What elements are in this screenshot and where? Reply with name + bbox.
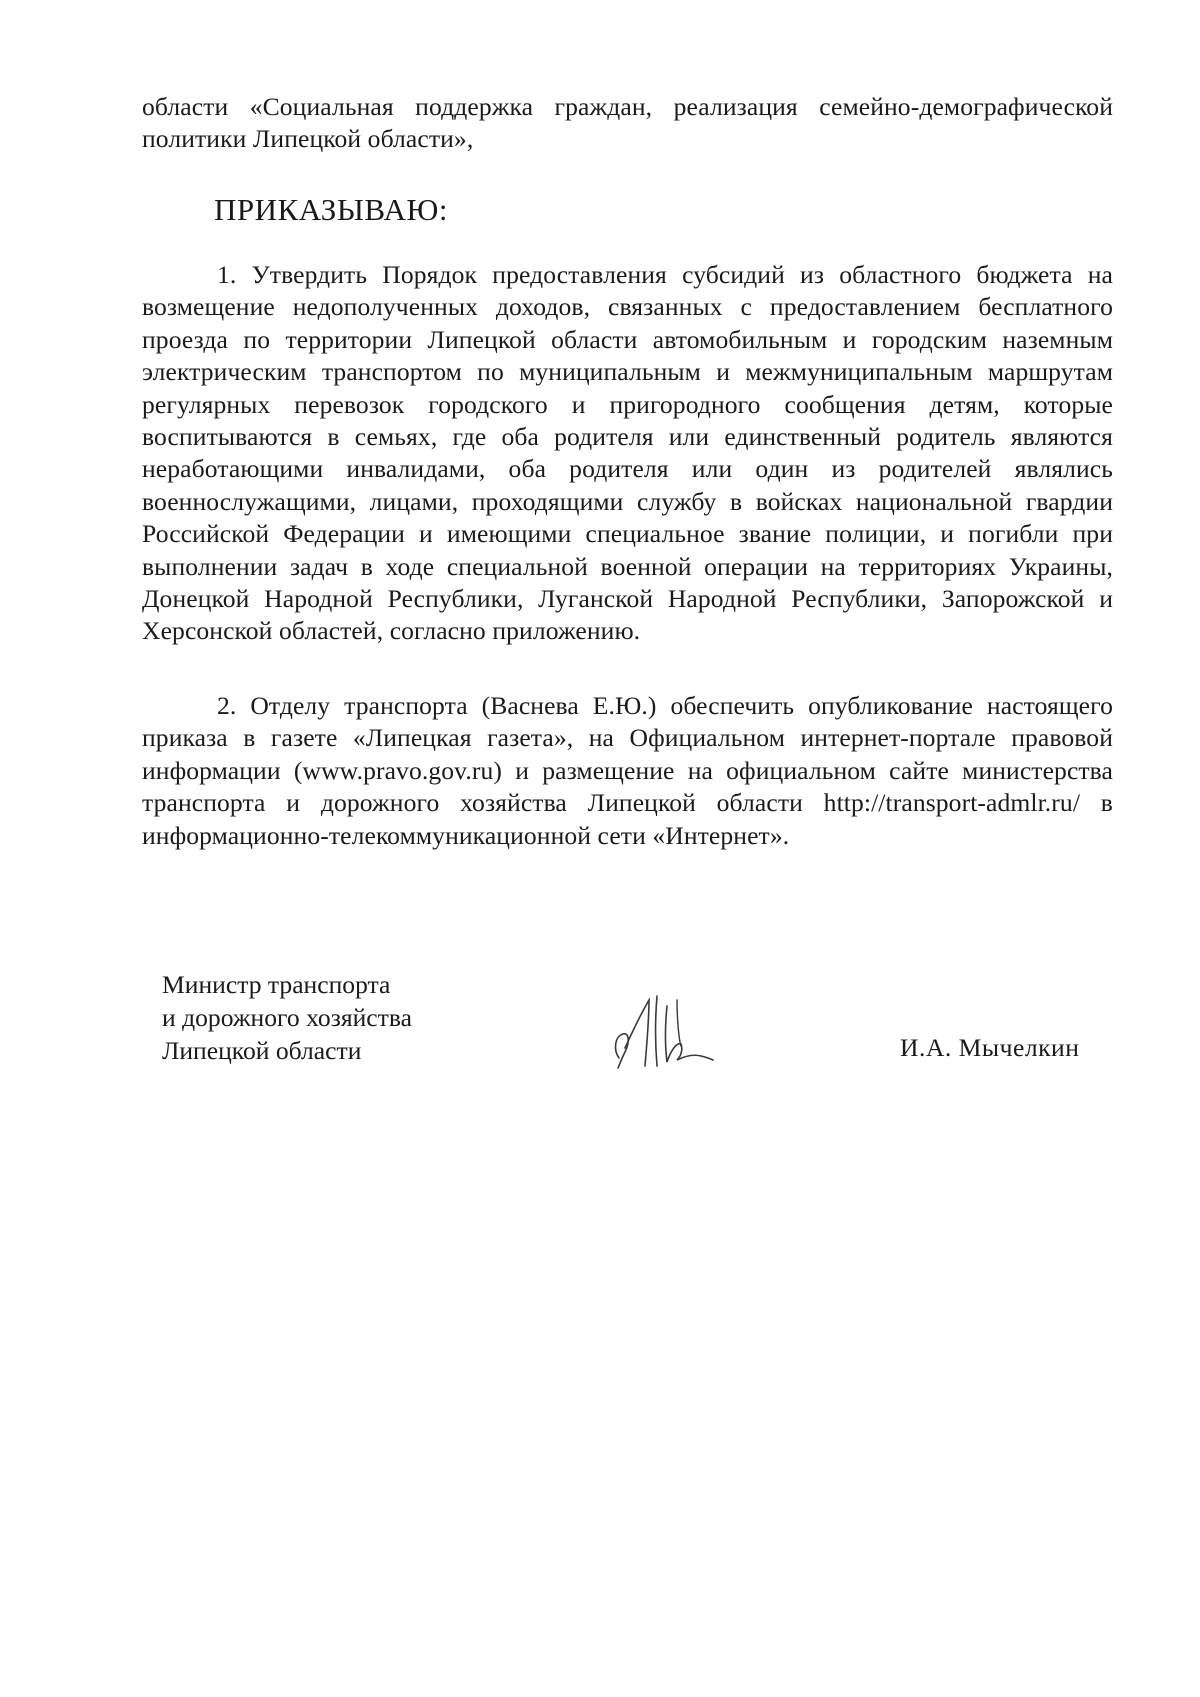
intro-text: области «Социальная поддержка граждан, реализация семейно-демографической политики Липецкой области», [142,92,1113,154]
paragraph-1: 1. Утвердить Порядок предоставления субсидий из областного бюджета на возмещение недополученных доходов, связанных с предоставлением бесплатного проезда по территории Липецкой области автомобильным и городским наземным электрическим транспортом по муниципальным и межмуниципальным маршрутам регулярных перевозок городского и пригородного сообщения детям, которые воспитываются в семьях, где оба родителя или единственный родитель являются неработающими инвалидами, оба родителя или один из родителей являлись военнослужащими, лицами, проходящими службу в войсках национальной гвардии Российской Федерации и имеющими специальное звание полиции, и погибли при выполнении задач в ходе специальной военной операции на территориях Украины, Донецкой Народной Республики, Луганской Народной Республики, Запорожской и Херсонской областей, согласно приложению. [142,260,1113,646]
signatory-name: И.А. Мычелкин [900,1033,1080,1062]
signature-icon [605,990,715,1070]
signatory-position [162,968,412,1067]
signatory-position-line-3: Липецкой области [162,1036,362,1065]
paragraph-2: 2. Отделу транспорта (Васнева Е.Ю.) обеспечить опубликование настоящего приказа в газете «Липецкая газета», на Официальном интернет-портале правовой информации (www.pravo.gov.ru) и размещение на официальном сайте министерства транспорта и дорожного хозяйства Липецкой области http://transport-admlr.ru/ в информационно-телекоммуникационной сети «Интернет». [142,691,1113,850]
signatory-position-line-1: Министр транспорта [162,970,391,999]
signatory-position-line-2: и дорожного хозяйства [162,1003,412,1032]
order-heading: ПРИКАЗЫВАЮ: [214,192,448,227]
